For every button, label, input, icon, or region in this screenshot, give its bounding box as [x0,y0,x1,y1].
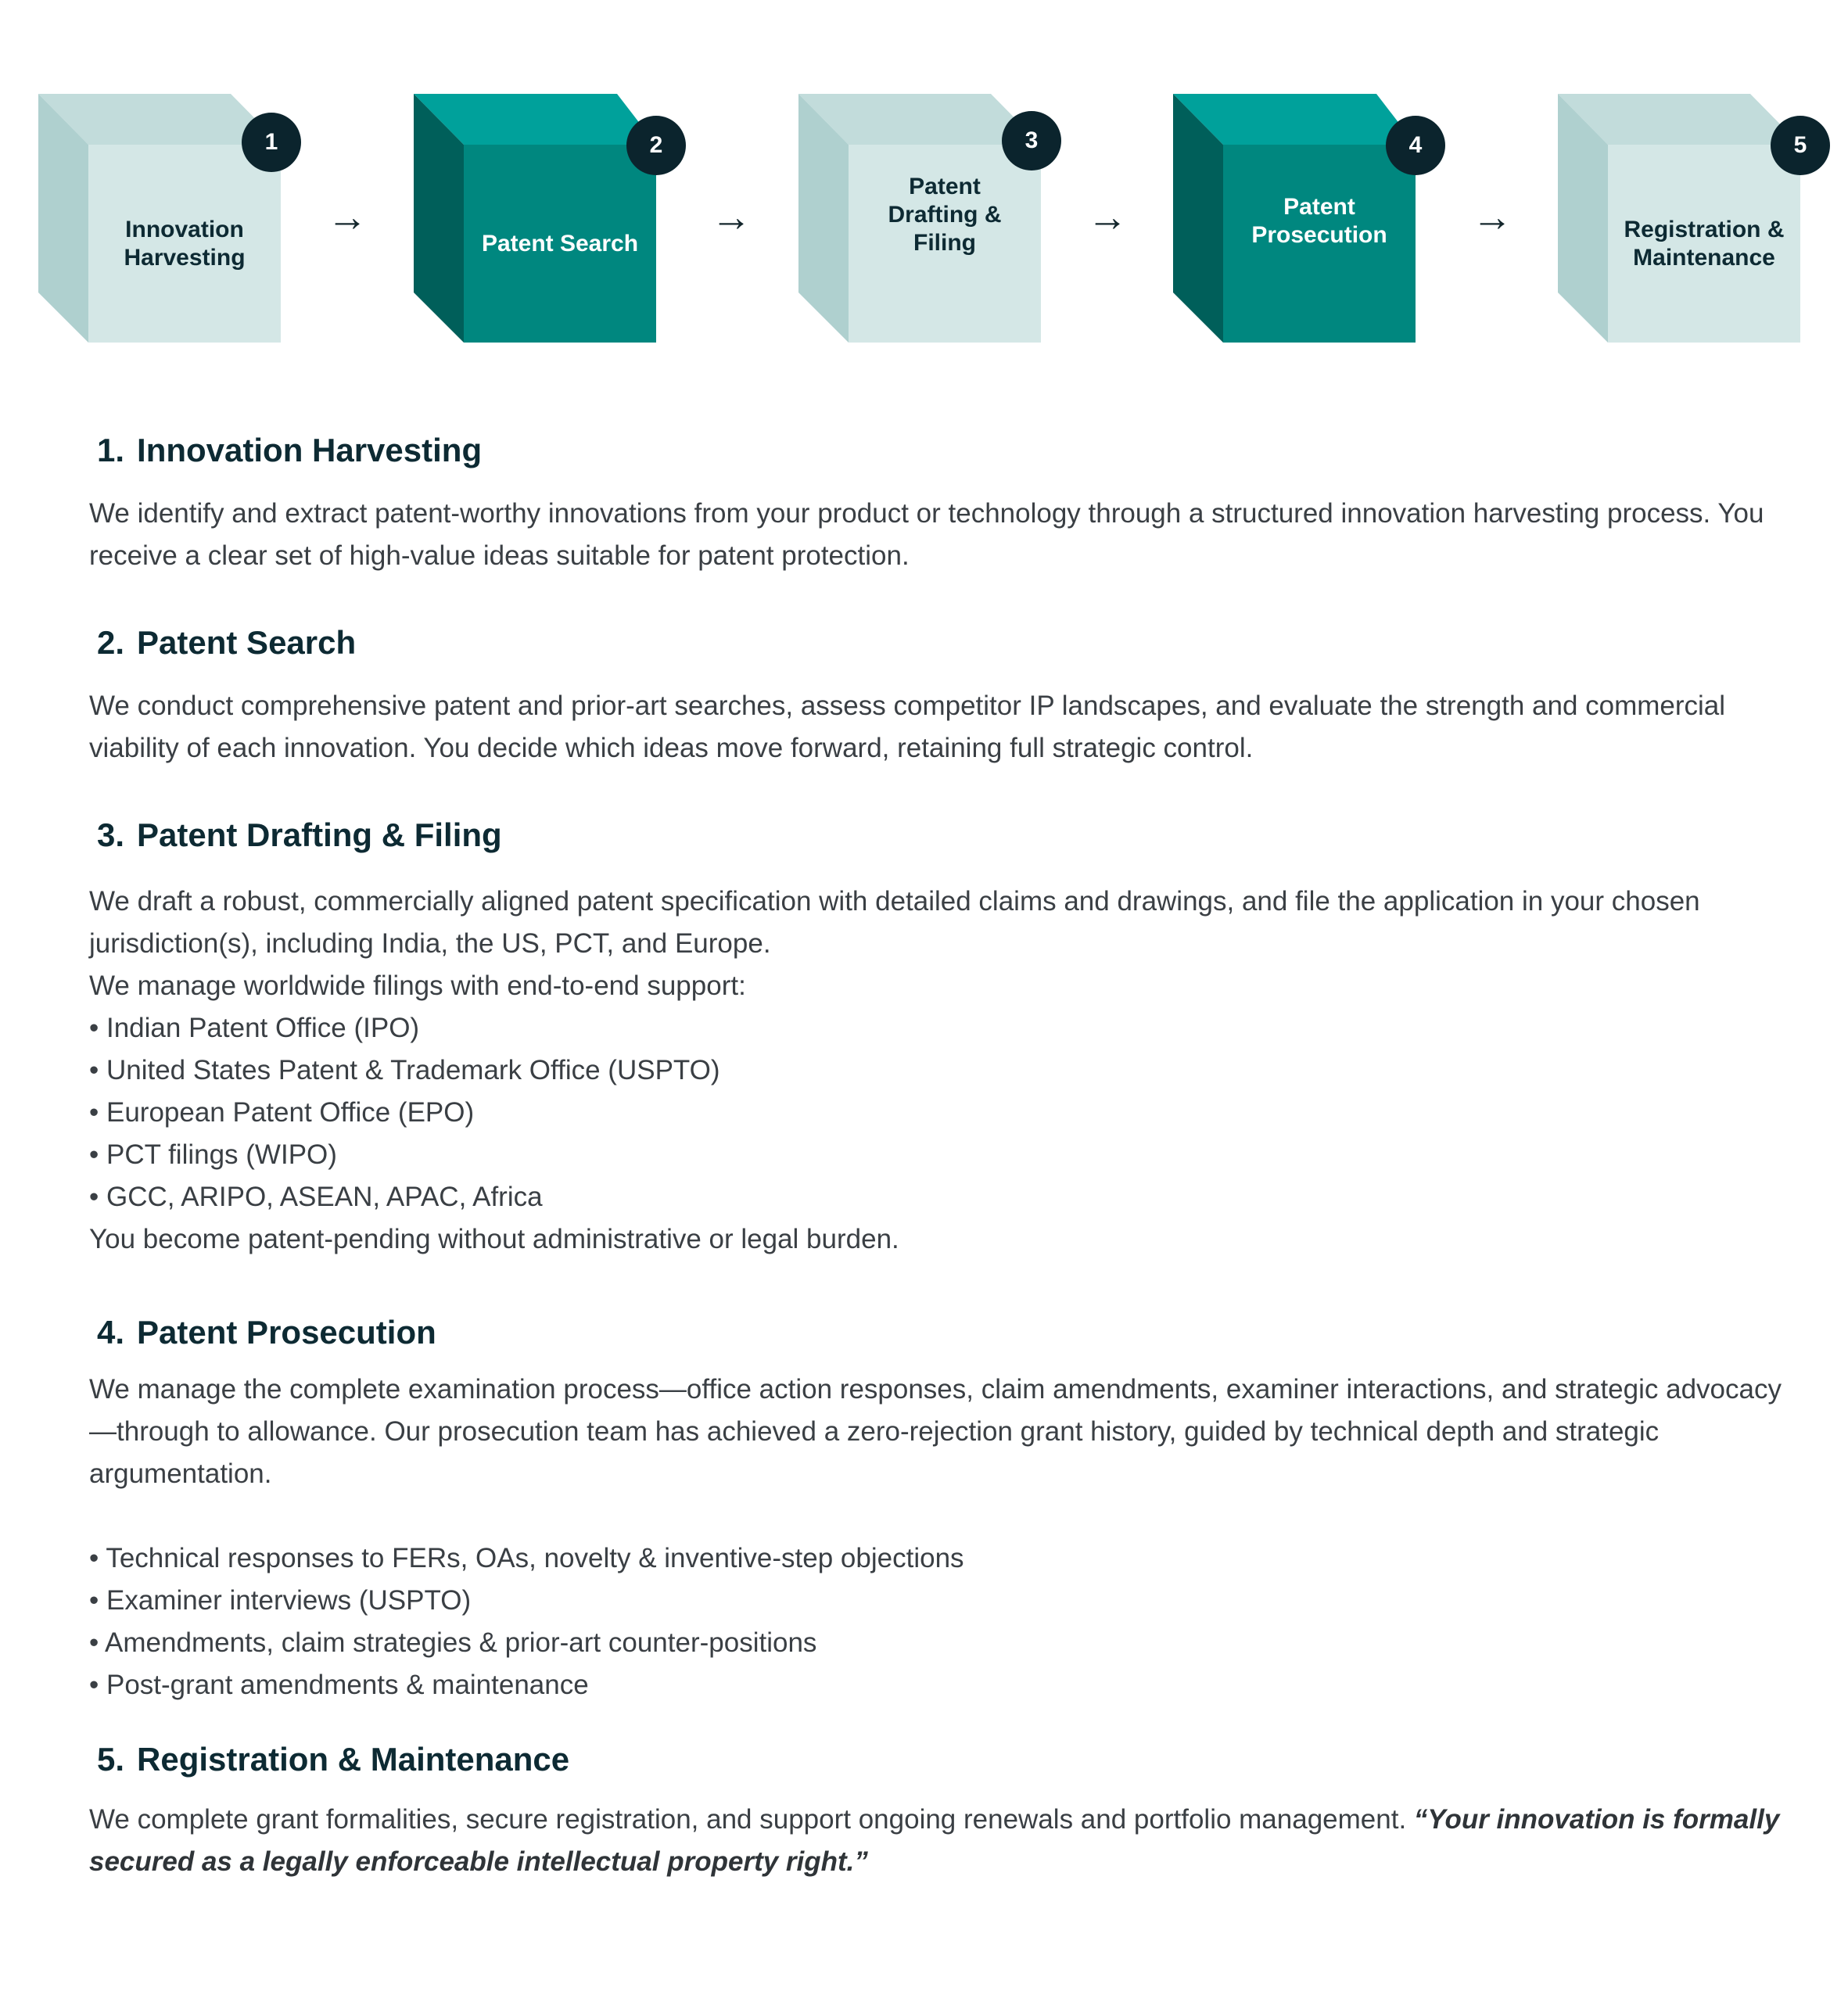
section-3-filing-list [89,1007,1794,1218]
section-1-heading [89,429,1794,472]
list-item: • PCT filings (WIPO) [89,1139,337,1170]
section-4-prosecution-list [89,1537,1794,1706]
step-3-label: Patent Drafting & Filing [888,174,1002,256]
step-3-number-badge: 3 [1002,111,1061,170]
list-item: • Examiner interviews (USPTO) [89,1585,472,1616]
step-4-cube [1173,94,1416,343]
section-registration-maintenance [89,1738,1794,1883]
step-1-innovation-harvesting [38,94,343,343]
section-2-heading [89,621,1794,665]
step-2-label: Patent Search [481,230,639,257]
section-3-number: 3. [97,816,125,853]
list-item: • Amendments, claim strategies & prior-art counter-positions [89,1627,817,1658]
arrow-right-icon: → [711,195,752,240]
section-2-number: 2. [97,624,125,661]
step-2-patent-search [414,94,719,343]
list-item: • Indian Patent Office (IPO) [89,1013,420,1043]
step-4-label: Patent Prosecution [1251,194,1387,248]
step-5-registration-maintenance [1558,94,1848,343]
step-3-patent-drafting-filing [798,94,1103,343]
arrow-right-icon: → [1087,195,1128,240]
section-3-filings-intro: We manage worldwide filings with end-to-end support: [89,971,746,1001]
step-5-label: Registration & Maintenance [1624,216,1785,271]
section-patent-prosecution [89,1311,1794,1706]
step-1-number-badge: 1 [242,113,301,172]
section-3-heading [89,813,1794,857]
step-4-number-badge: 4 [1386,116,1445,175]
list-item: • Post-grant amendments & maintenance [89,1670,589,1700]
step-5-number-badge: 5 [1771,116,1830,175]
process-diagram [0,0,1848,368]
section-3-closing: You become patent-pending without administrative or legal burden. [89,1224,899,1254]
section-2-title: Patent Search [137,624,357,661]
section-innovation-harvesting [89,429,1794,577]
list-item: • GCC, ARIPO, ASEAN, APAC, Africa [89,1182,543,1212]
services-description [89,429,1794,1883]
step-4-patent-prosecution [1173,94,1478,343]
section-2-paragraph: We conduct comprehensive patent and prior-art searches, assess competitor IP landscapes, and evaluate the strength and commercial viability of each innovation. You decide which ideas move forward, retaining full strategic control. [89,691,1726,763]
section-3-paragraph: We draft a robust, commercially aligned patent specification with detailed claims and drawings, and file the application in your chosen jurisdiction(s), including India, the US, PCT, and Europe. [89,886,1700,959]
arrow-right-icon: → [327,195,368,240]
list-item: • European Patent Office (EPO) [89,1097,475,1128]
section-patent-drafting-filing [89,813,1794,1261]
section-1-title: Innovation Harvesting [137,432,483,468]
section-4-paragraph: We manage the complete examination process—office action responses, claim amendments, examiner interactions, and strategic advocacy—through to allowance. Our prosecution team has achieved a zero-rejection grant history, guided by technical depth and strategic argumentation. [89,1374,1782,1489]
section-5-quote: “Your innovation is formally secured as a legally enforceable intellectual property right.” [89,1804,1780,1877]
section-4-number: 4. [97,1314,125,1351]
section-4-heading [89,1311,1794,1354]
step-2-number-badge: 2 [626,116,686,175]
section-5-text: We complete grant formalities, secure registration, and support ongoing renewals and portfolio management. [89,1804,1414,1835]
section-patent-search [89,621,1794,770]
section-5-paragraph [89,1799,1794,1883]
step-5-cube [1558,94,1800,343]
section-5-title: Registration & Maintenance [137,1741,570,1778]
section-3-title: Patent Drafting & Filing [137,816,502,853]
list-item: • Technical responses to FERs, OAs, novelty & inventive-step objections [89,1543,964,1573]
step-2-cube [414,94,656,343]
section-1-number: 1. [97,432,125,468]
arrow-right-icon: → [1472,195,1512,240]
section-1-paragraph: We identify and extract patent-worthy innovations from your product or technology through a structured innovation harvesting process. You receive a clear set of high-value ideas suitable for patent protection. [89,498,1764,571]
list-item: • United States Patent & Trademark Office (USPTO) [89,1055,720,1085]
section-5-number: 5. [97,1741,125,1778]
section-4-title: Patent Prosecution [137,1314,436,1351]
section-5-heading [89,1738,1794,1781]
step-1-label: Innovation Harvesting [124,216,246,271]
